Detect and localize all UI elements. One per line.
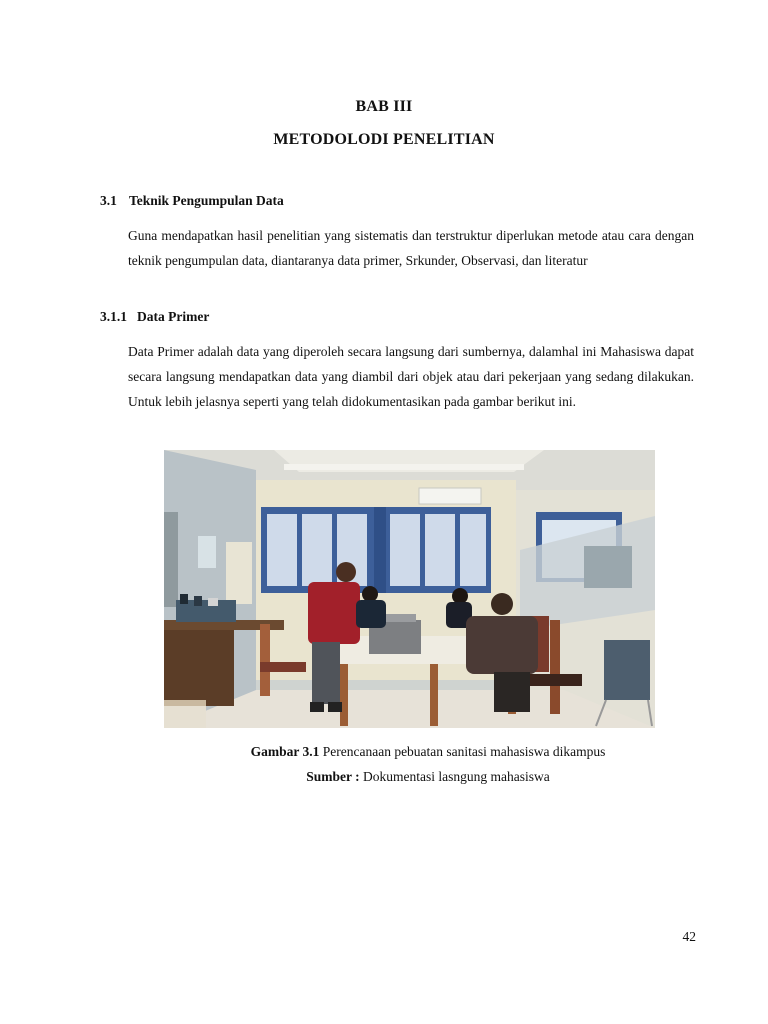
page-number: 42 [682, 929, 696, 944]
source-label: Sumber : [306, 769, 360, 784]
figure-photo [164, 450, 655, 728]
section-title: Teknik Pengumpulan Data [129, 193, 284, 208]
figure-caption [0, 744, 768, 760]
office-photo-illustration [164, 450, 655, 728]
chapter-label: BAB III [355, 98, 413, 115]
subsection-number: 3.1.1 [100, 309, 127, 324]
section-heading-3-1 [100, 193, 284, 209]
chapter-title: METODOLODI PENELITIAN [273, 131, 495, 148]
subsection-title: Data Primer [137, 309, 210, 324]
paragraph-data-primer: Data Primer adalah data yang diperoleh secara langsung dari sumbernya, dalamhal ini Mahasiswa dapat secara langsung mendapatkan data yang diambil dari objek atau dari pekerjaan yang sedang dilakukan. Untuk lebih jelasnya seperti yang telah didokumentasikan pada gambar berikut ini. [128, 344, 694, 409]
source-text: Dokumentasi lasngung mahasiswa [363, 769, 550, 784]
paragraph-teknik-pengumpulan: Guna mendapatkan hasil penelitian yang sistematis dan terstruktur diperlukan metode atau cara dengan teknik pengumpulan data, diantaranya data primer, Srkunder, Observasi, dan literatur [128, 228, 694, 268]
section-heading-3-1-1 [100, 309, 209, 325]
figure-source [0, 769, 768, 785]
section-number: 3.1 [100, 193, 117, 208]
figure-caption-text: Perencanaan pebuatan sanitasi mahasiswa dikampus [322, 744, 606, 759]
figure-label: Gambar 3.1 [250, 744, 320, 759]
